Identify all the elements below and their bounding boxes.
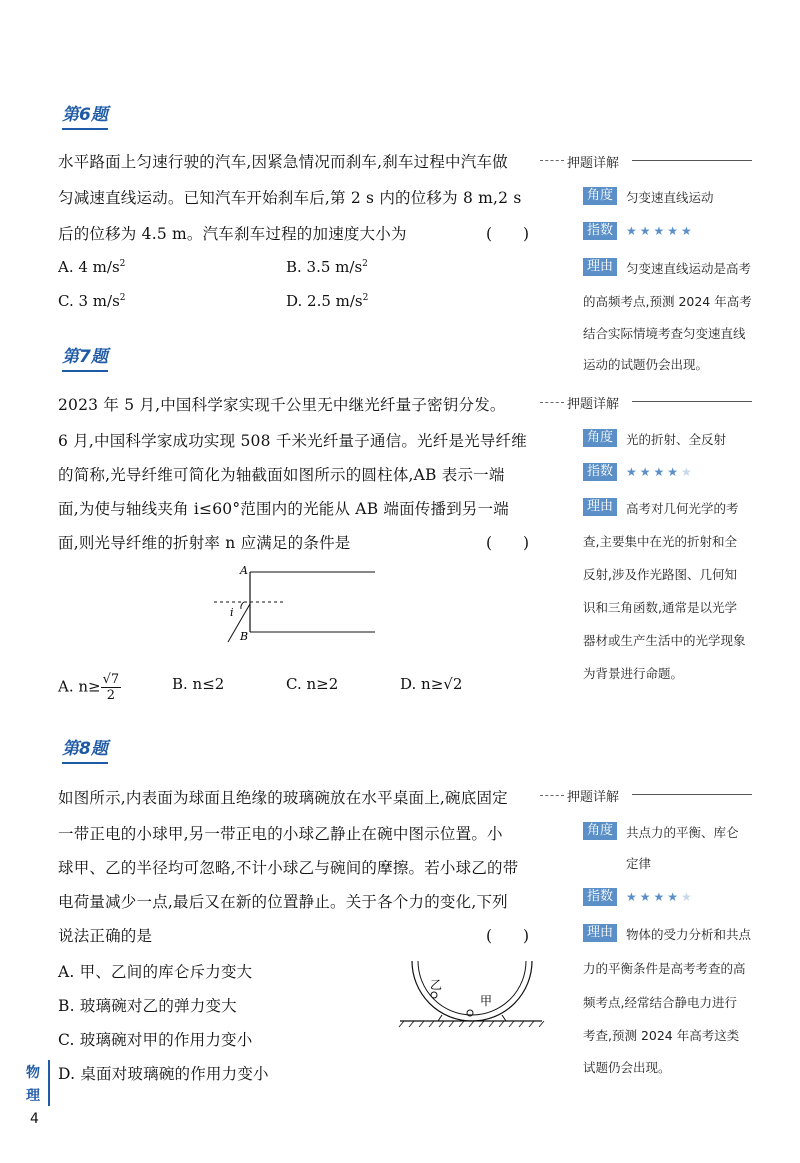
q8-reason-line-3: 频考点,经常结合静电力进行	[583, 995, 737, 1010]
footer-subject-char-2: 理	[26, 1088, 40, 1104]
q7-answer-paren: ( )	[486, 534, 530, 552]
q6-line-1: 水平路面上匀速行驶的汽车,因紧急情况而刹车,刹车过程中汽车做	[58, 153, 508, 171]
q6-reason-line-1: 匀变速直线运动是高考	[626, 261, 752, 276]
page-number: 4	[30, 1111, 39, 1127]
q8-reason-line-5: 试题仍会出现。	[583, 1060, 671, 1075]
q7-angle-tag: 角度	[583, 429, 617, 447]
q7-reason-line-3: 反射,涉及作光路图、几何知	[583, 567, 737, 582]
q8-dash	[540, 795, 564, 796]
q8-option-a: A. 甲、乙间的库仑斥力变大	[58, 963, 253, 981]
q8-index-tag: 指数	[583, 888, 617, 906]
q7-reason-line-6: 为背景进行命题。	[583, 666, 684, 681]
q6-reason-line-2: 的高频考点,预测 2024 年高考	[583, 294, 752, 309]
q8-line-2: 一带正电的小球甲,另一带正电的小球乙静止在碗中图示位置。小	[58, 825, 503, 843]
q7-option-d: D. n≥√2	[400, 675, 463, 693]
q6-star-rating: ★★★★★	[626, 224, 695, 238]
q7-reason-line-1: 高考对几何光学的考	[626, 501, 739, 516]
q6-line-2: 匀减速直线运动。已知汽车开始刹车后,第 2 s 内的位移为 8 m,2 s	[58, 189, 522, 207]
q8-side-rule	[632, 794, 752, 795]
q8-reason-line-1: 物体的受力分析和共点	[626, 927, 752, 942]
q6-index-tag: 指数	[583, 222, 617, 240]
q7-line-2: 6 月,中国科学家成功实现 508 千米光纤量子通信。光纤是光导纤维	[58, 432, 527, 450]
q8-reason-tag: 理由	[583, 924, 617, 942]
q7-reason-line-5: 器材或生产生活中的光学现象	[583, 633, 746, 648]
q8-option-c: C. 玻璃碗对甲的作用力变小	[58, 1031, 253, 1049]
q8-reason-line-4: 考查,预测 2024 年高考这类	[583, 1028, 740, 1043]
q8-line-4: 电荷量减少一点,最后又在新的位置静止。关于各个力的变化,下列	[58, 893, 508, 911]
q7-side-header: 押题详解	[567, 397, 620, 412]
q8-answer-paren: ( )	[486, 927, 530, 945]
q6-option-d: D. 2.5 $m/s^2$	[286, 292, 369, 310]
q6-line-3: 后的位移为 4.5 m。汽车刹车过程的加速度大小为	[58, 225, 407, 243]
label-jia: 甲	[480, 994, 493, 1008]
q6-answer-paren: ( )	[486, 225, 530, 243]
q8-side-header: 押题详解	[567, 790, 620, 805]
q7-angle-text: 光的折射、全反射	[626, 432, 727, 447]
q8-angle-text-1: 共点力的平衡、库仑	[626, 825, 739, 840]
q7-line-3: 的简称,光导纤维可简化为轴截面如图所示的圆柱体,AB 表示一端	[58, 466, 505, 484]
q8-title: 第8题	[62, 734, 108, 764]
q6-side-rule	[632, 160, 752, 161]
ball-yi	[431, 992, 437, 998]
q7-line-4: 面,为使与轴线夹角 i≤60°范围内的光能从 AB 端面传播到另一端	[58, 500, 510, 518]
q7-option-a: A. n≥ $\frac{√7}{2}$	[58, 672, 120, 703]
q7-reason-tag: 理由	[583, 498, 617, 516]
label-b: B	[240, 630, 249, 643]
q7-side-rule	[632, 401, 752, 402]
q7-reason-line-2: 查,主要集中在光的折射和全	[583, 534, 737, 549]
q8-line-3: 球甲、乙的半径均可忽略,不计小球乙与碗间的摩擦。若小球乙的带	[58, 859, 519, 877]
q7-star-rating: ★★★★★	[626, 465, 695, 479]
q6-side-header: 押题详解	[567, 156, 620, 171]
q8-line-1: 如图所示,内表面为球面且绝缘的玻璃碗放在水平桌面上,碗底固定	[58, 789, 508, 807]
label-a: A	[240, 564, 248, 577]
q6-angle-text: 匀变速直线运动	[626, 190, 714, 205]
q7-fiber-figure	[200, 560, 390, 650]
q8-bowl-figure	[396, 955, 546, 1035]
q7-dash	[540, 402, 564, 403]
q8-option-d: D. 桌面对玻璃碗的作用力变小	[58, 1065, 269, 1083]
q8-star-rating: ★★★★★	[626, 890, 695, 904]
q6-option-b: B. 3.5 $m/s^2$	[286, 258, 368, 276]
q7-option-c: C. n≥2	[286, 675, 339, 693]
bowl-foot-left	[438, 1015, 442, 1021]
q6-dash	[540, 160, 564, 161]
q7-reason-line-4: 识和三角函数,通常是以光学	[583, 600, 737, 615]
q6-reason-line-3: 结合实际情境考查匀变速直线	[583, 326, 746, 341]
q7-line-5: 面,则光导纤维的折射率 n 应满足的条件是	[58, 534, 351, 552]
label-yi: 乙	[430, 978, 443, 992]
q6-reason-line-4: 运动的试题仍会出现。	[583, 357, 709, 372]
q7-line-1: 2023 年 5 月,中国科学家实现千公里无中继光纤量子密钥分发。	[58, 396, 506, 414]
q8-option-b: B. 玻璃碗对乙的弹力变大	[58, 997, 237, 1015]
q6-angle-tag: 角度	[583, 187, 617, 205]
q8-line-5: 说法正确的是	[58, 927, 153, 945]
q7-index-tag: 指数	[583, 463, 617, 481]
q8-reason-line-2: 力的平衡条件是高考考查的高	[583, 961, 746, 976]
table-hatching	[399, 1021, 544, 1027]
q8-angle-text-2: 定律	[626, 856, 652, 871]
q6-title: 第6题	[62, 100, 108, 130]
footer-divider	[48, 1060, 50, 1106]
angle-arc	[241, 602, 244, 609]
bowl-foot-right	[502, 1015, 506, 1021]
q7-title: 第7题	[62, 342, 108, 372]
footer-subject-char-1: 物	[26, 1065, 40, 1081]
label-i: i	[230, 606, 234, 619]
q6-reason-tag: 理由	[583, 258, 617, 276]
q6-option-a: A. 4 $m/s^2$	[58, 258, 126, 276]
q6-option-c: C. 3 $m/s^2$	[58, 292, 126, 310]
q7-option-b: B. n≤2	[172, 675, 225, 693]
q8-angle-tag: 角度	[583, 822, 617, 840]
